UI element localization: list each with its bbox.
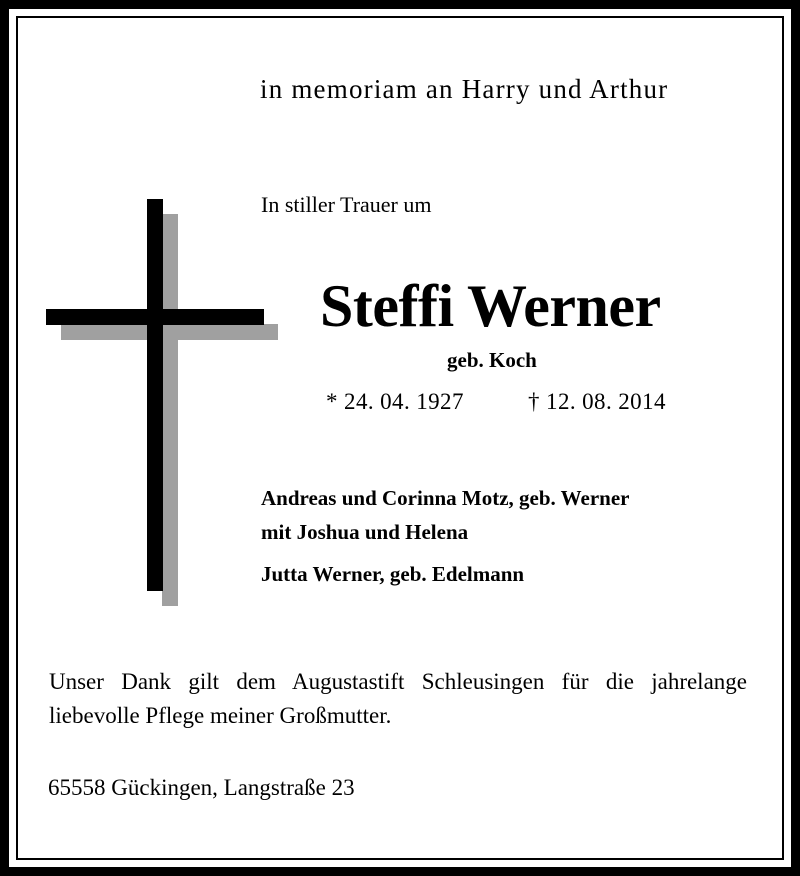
deceased-name: Steffi Werner <box>320 273 661 339</box>
thanks-paragraph: Unser Dank gilt dem Augustastift Schleusingen für die jahrelange liebevolle Pflege meiner Großmutter. <box>49 669 747 728</box>
mourner-line: Jutta Werner, geb. Edelmann <box>261 562 525 586</box>
mourner-line: mit Joshua und Helena <box>261 520 469 544</box>
address-line: 65558 Gückingen, Langstraße 23 <box>48 775 355 800</box>
mourning-intro: In stiller Trauer um <box>261 192 432 217</box>
death-date: † 12. 08. 2014 <box>528 389 666 414</box>
memoriam-line: in memoriam an Harry und Arthur <box>260 74 669 104</box>
cross-shadow <box>61 214 278 606</box>
maiden-name: geb. Koch <box>447 348 537 372</box>
birth-date: * 24. 04. 1927 <box>326 389 464 414</box>
mourner-line: Andreas und Corinna Motz, geb. Werner <box>261 486 630 510</box>
cross-body <box>46 199 264 591</box>
